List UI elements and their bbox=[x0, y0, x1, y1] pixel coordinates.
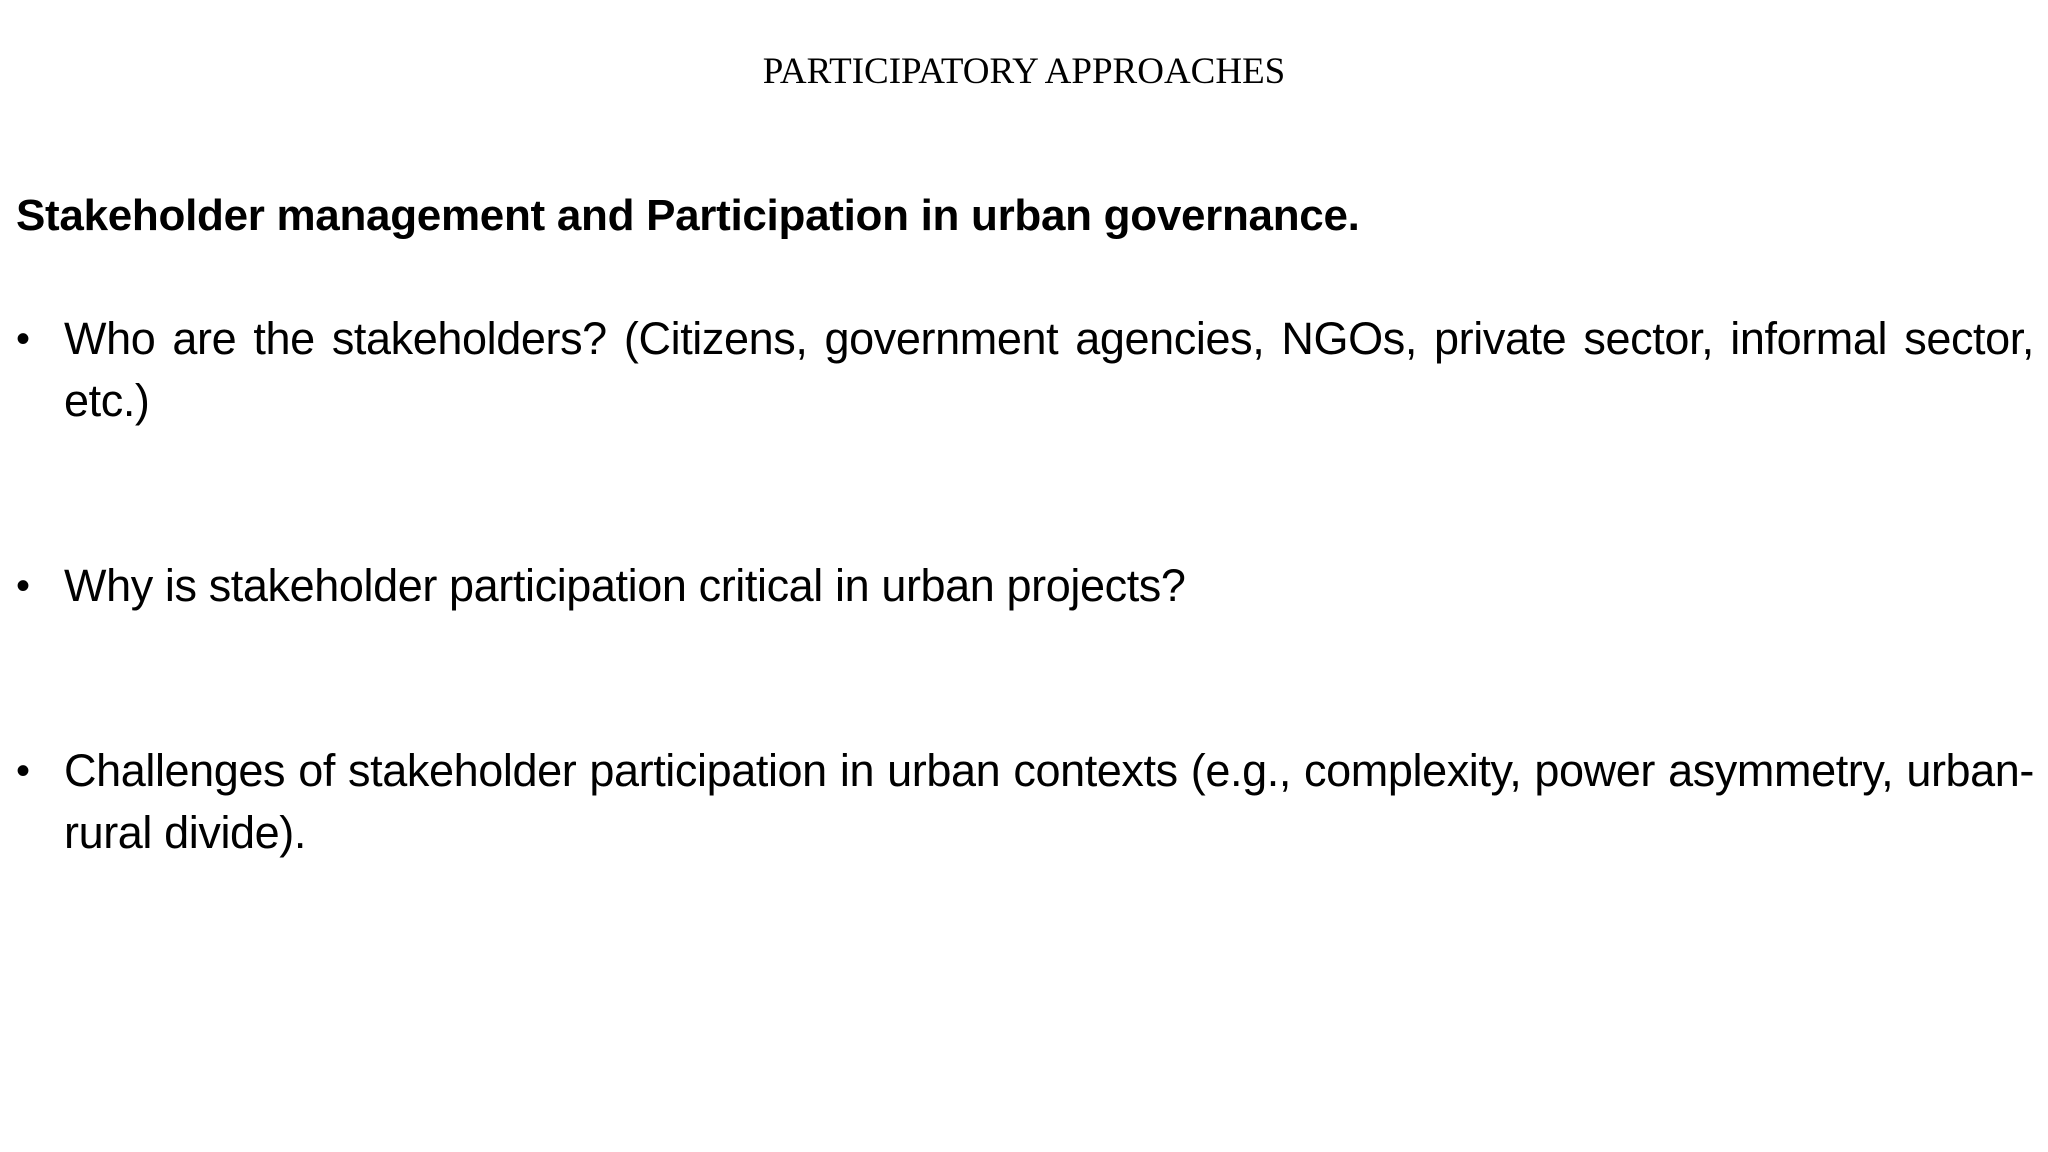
slide-header-title: PARTICIPATORY APPROACHES bbox=[762, 51, 1286, 92]
bullet-text: Challenges of stakeholder participation in urban contexts (e.g., complexity, power asymmetry, urban-rural divide). bbox=[64, 745, 2034, 858]
bullet-icon: • bbox=[16, 749, 30, 793]
bullet-item-challenges bbox=[16, 740, 2034, 864]
slide-heading: Stakeholder management and Participation in urban governance. bbox=[16, 191, 1360, 240]
bullet-icon: • bbox=[16, 317, 30, 361]
bullet-text: Why is stakeholder participation critical in urban projects? bbox=[64, 560, 1186, 611]
bullet-icon: • bbox=[16, 564, 30, 608]
bullet-item-why-participation bbox=[16, 555, 2034, 617]
bullet-item-stakeholders bbox=[16, 308, 2034, 432]
bullet-text: Who are the stakeholders? (Citizens, government agencies, NGOs, private sector, informal sector, etc.) bbox=[64, 313, 2034, 426]
